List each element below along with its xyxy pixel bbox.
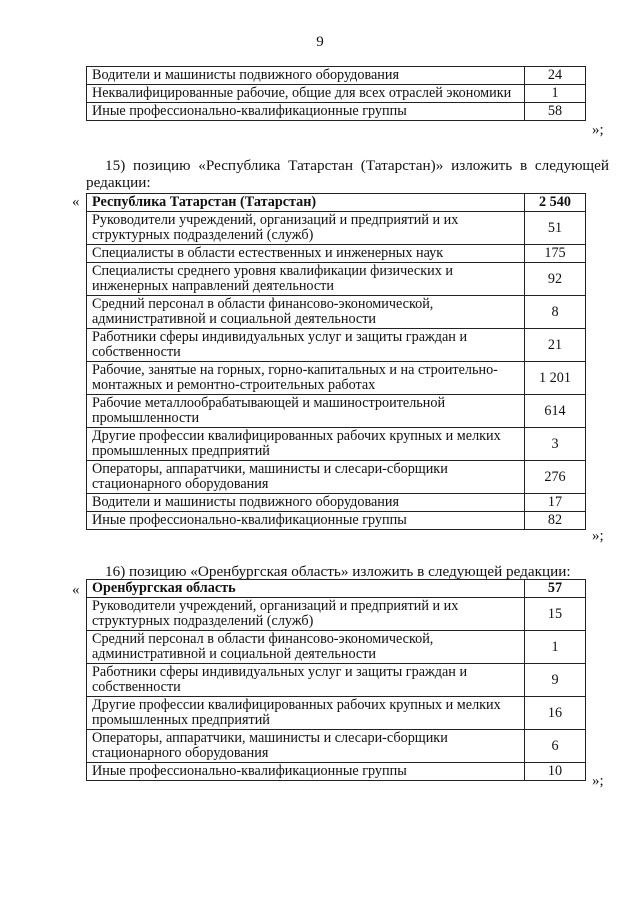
closing-quote: »;	[592, 528, 604, 544]
table-continuation	[86, 66, 586, 121]
region-total: 57	[525, 580, 586, 598]
closing-quote: »;	[592, 122, 604, 138]
row-value: 9	[525, 664, 586, 697]
row-label: Водители и машинисты подвижного оборудования	[87, 494, 525, 512]
row-value: 10	[525, 763, 586, 781]
row-value: 1	[525, 631, 586, 664]
section-16-intro: 16) позицию «Оренбургская область» изложить в следующей редакции:	[105, 563, 571, 580]
row-label: Рабочие металлообрабатывающей и машиностроительной промышленности	[87, 395, 525, 428]
row-value: 51	[525, 212, 586, 245]
row-label: Иные профессионально-квалификационные группы	[87, 103, 525, 121]
row-value: 276	[525, 461, 586, 494]
opening-quote: «	[72, 194, 80, 210]
row-label: Руководители учреждений, организаций и предприятий и их структурных подразделений (служб)	[87, 212, 525, 245]
table-row	[87, 598, 586, 631]
row-value: 614	[525, 395, 586, 428]
row-value: 21	[525, 329, 586, 362]
row-value: 58	[525, 103, 586, 121]
row-value: 8	[525, 296, 586, 329]
section-15-intro: 15) позицию «Республика Татарстан (Татарстан)» изложить в следующей	[105, 157, 609, 174]
region-name: Оренбургская область	[87, 580, 525, 598]
table-row	[87, 461, 586, 494]
table-row	[87, 730, 586, 763]
row-value: 3	[525, 428, 586, 461]
row-label: Другие профессии квалифицированных рабочих крупных и мелких промышленных предприятий	[87, 428, 525, 461]
row-label: Иные профессионально-квалификационные группы	[87, 763, 525, 781]
table-row	[87, 697, 586, 730]
table-row	[87, 296, 586, 329]
table-header-row	[87, 194, 586, 212]
row-value: 92	[525, 263, 586, 296]
table-row	[87, 428, 586, 461]
row-label: Средний персонал в области финансово-экономической, административной и социальной деятельности	[87, 296, 525, 329]
row-label: Специалисты среднего уровня квалификации физических и инженерных направлений деятельности	[87, 263, 525, 296]
row-value: 16	[525, 697, 586, 730]
row-label: Иные профессионально-квалификационные группы	[87, 512, 525, 530]
opening-quote: «	[72, 582, 80, 598]
row-label: Рабочие, занятые на горных, горно-капитальных и на строительно-монтажных и ремонтно-строительных работах	[87, 362, 525, 395]
row-label: Неквалифицированные рабочие, общие для всех отраслей экономики	[87, 85, 525, 103]
table-row	[87, 631, 586, 664]
table-row	[87, 362, 586, 395]
region-total: 2 540	[525, 194, 586, 212]
table-row	[87, 263, 586, 296]
row-value: 6	[525, 730, 586, 763]
row-value: 17	[525, 494, 586, 512]
row-value: 24	[525, 67, 586, 85]
row-value: 1 201	[525, 362, 586, 395]
table-row	[87, 103, 586, 121]
region-name: Республика Татарстан (Татарстан)	[87, 194, 525, 212]
closing-quote: »;	[592, 773, 604, 789]
section-15-intro-cont: редакции:	[86, 174, 151, 191]
table-row	[87, 763, 586, 781]
row-value: 175	[525, 245, 586, 263]
table-row	[87, 512, 586, 530]
row-label: Работники сферы индивидуальных услуг и защиты граждан и собственности	[87, 329, 525, 362]
table-row	[87, 67, 586, 85]
table-row	[87, 85, 586, 103]
row-label: Операторы, аппаратчики, машинисты и слесари-сборщики стационарного оборудования	[87, 461, 525, 494]
row-label: Операторы, аппаратчики, машинисты и слесари-сборщики стационарного оборудования	[87, 730, 525, 763]
table-row	[87, 395, 586, 428]
table-header-row	[87, 580, 586, 598]
table-orenburg	[86, 579, 586, 781]
row-value: 1	[525, 85, 586, 103]
table-row	[87, 212, 586, 245]
table-row	[87, 329, 586, 362]
row-value: 82	[525, 512, 586, 530]
table-row	[87, 664, 586, 697]
row-label: Другие профессии квалифицированных рабочих крупных и мелких промышленных предприятий	[87, 697, 525, 730]
row-label: Специалисты в области естественных и инженерных наук	[87, 245, 525, 263]
row-label: Водители и машинисты подвижного оборудования	[87, 67, 525, 85]
row-label: Средний персонал в области финансово-экономической, административной и социальной деятельности	[87, 631, 525, 664]
row-label: Руководители учреждений, организаций и предприятий и их структурных подразделений (служб)	[87, 598, 525, 631]
row-value: 15	[525, 598, 586, 631]
table-tatarstan	[86, 193, 586, 530]
table-row	[87, 494, 586, 512]
page-number: 9	[316, 34, 324, 50]
table-row	[87, 245, 586, 263]
row-label: Работники сферы индивидуальных услуг и защиты граждан и собственности	[87, 664, 525, 697]
